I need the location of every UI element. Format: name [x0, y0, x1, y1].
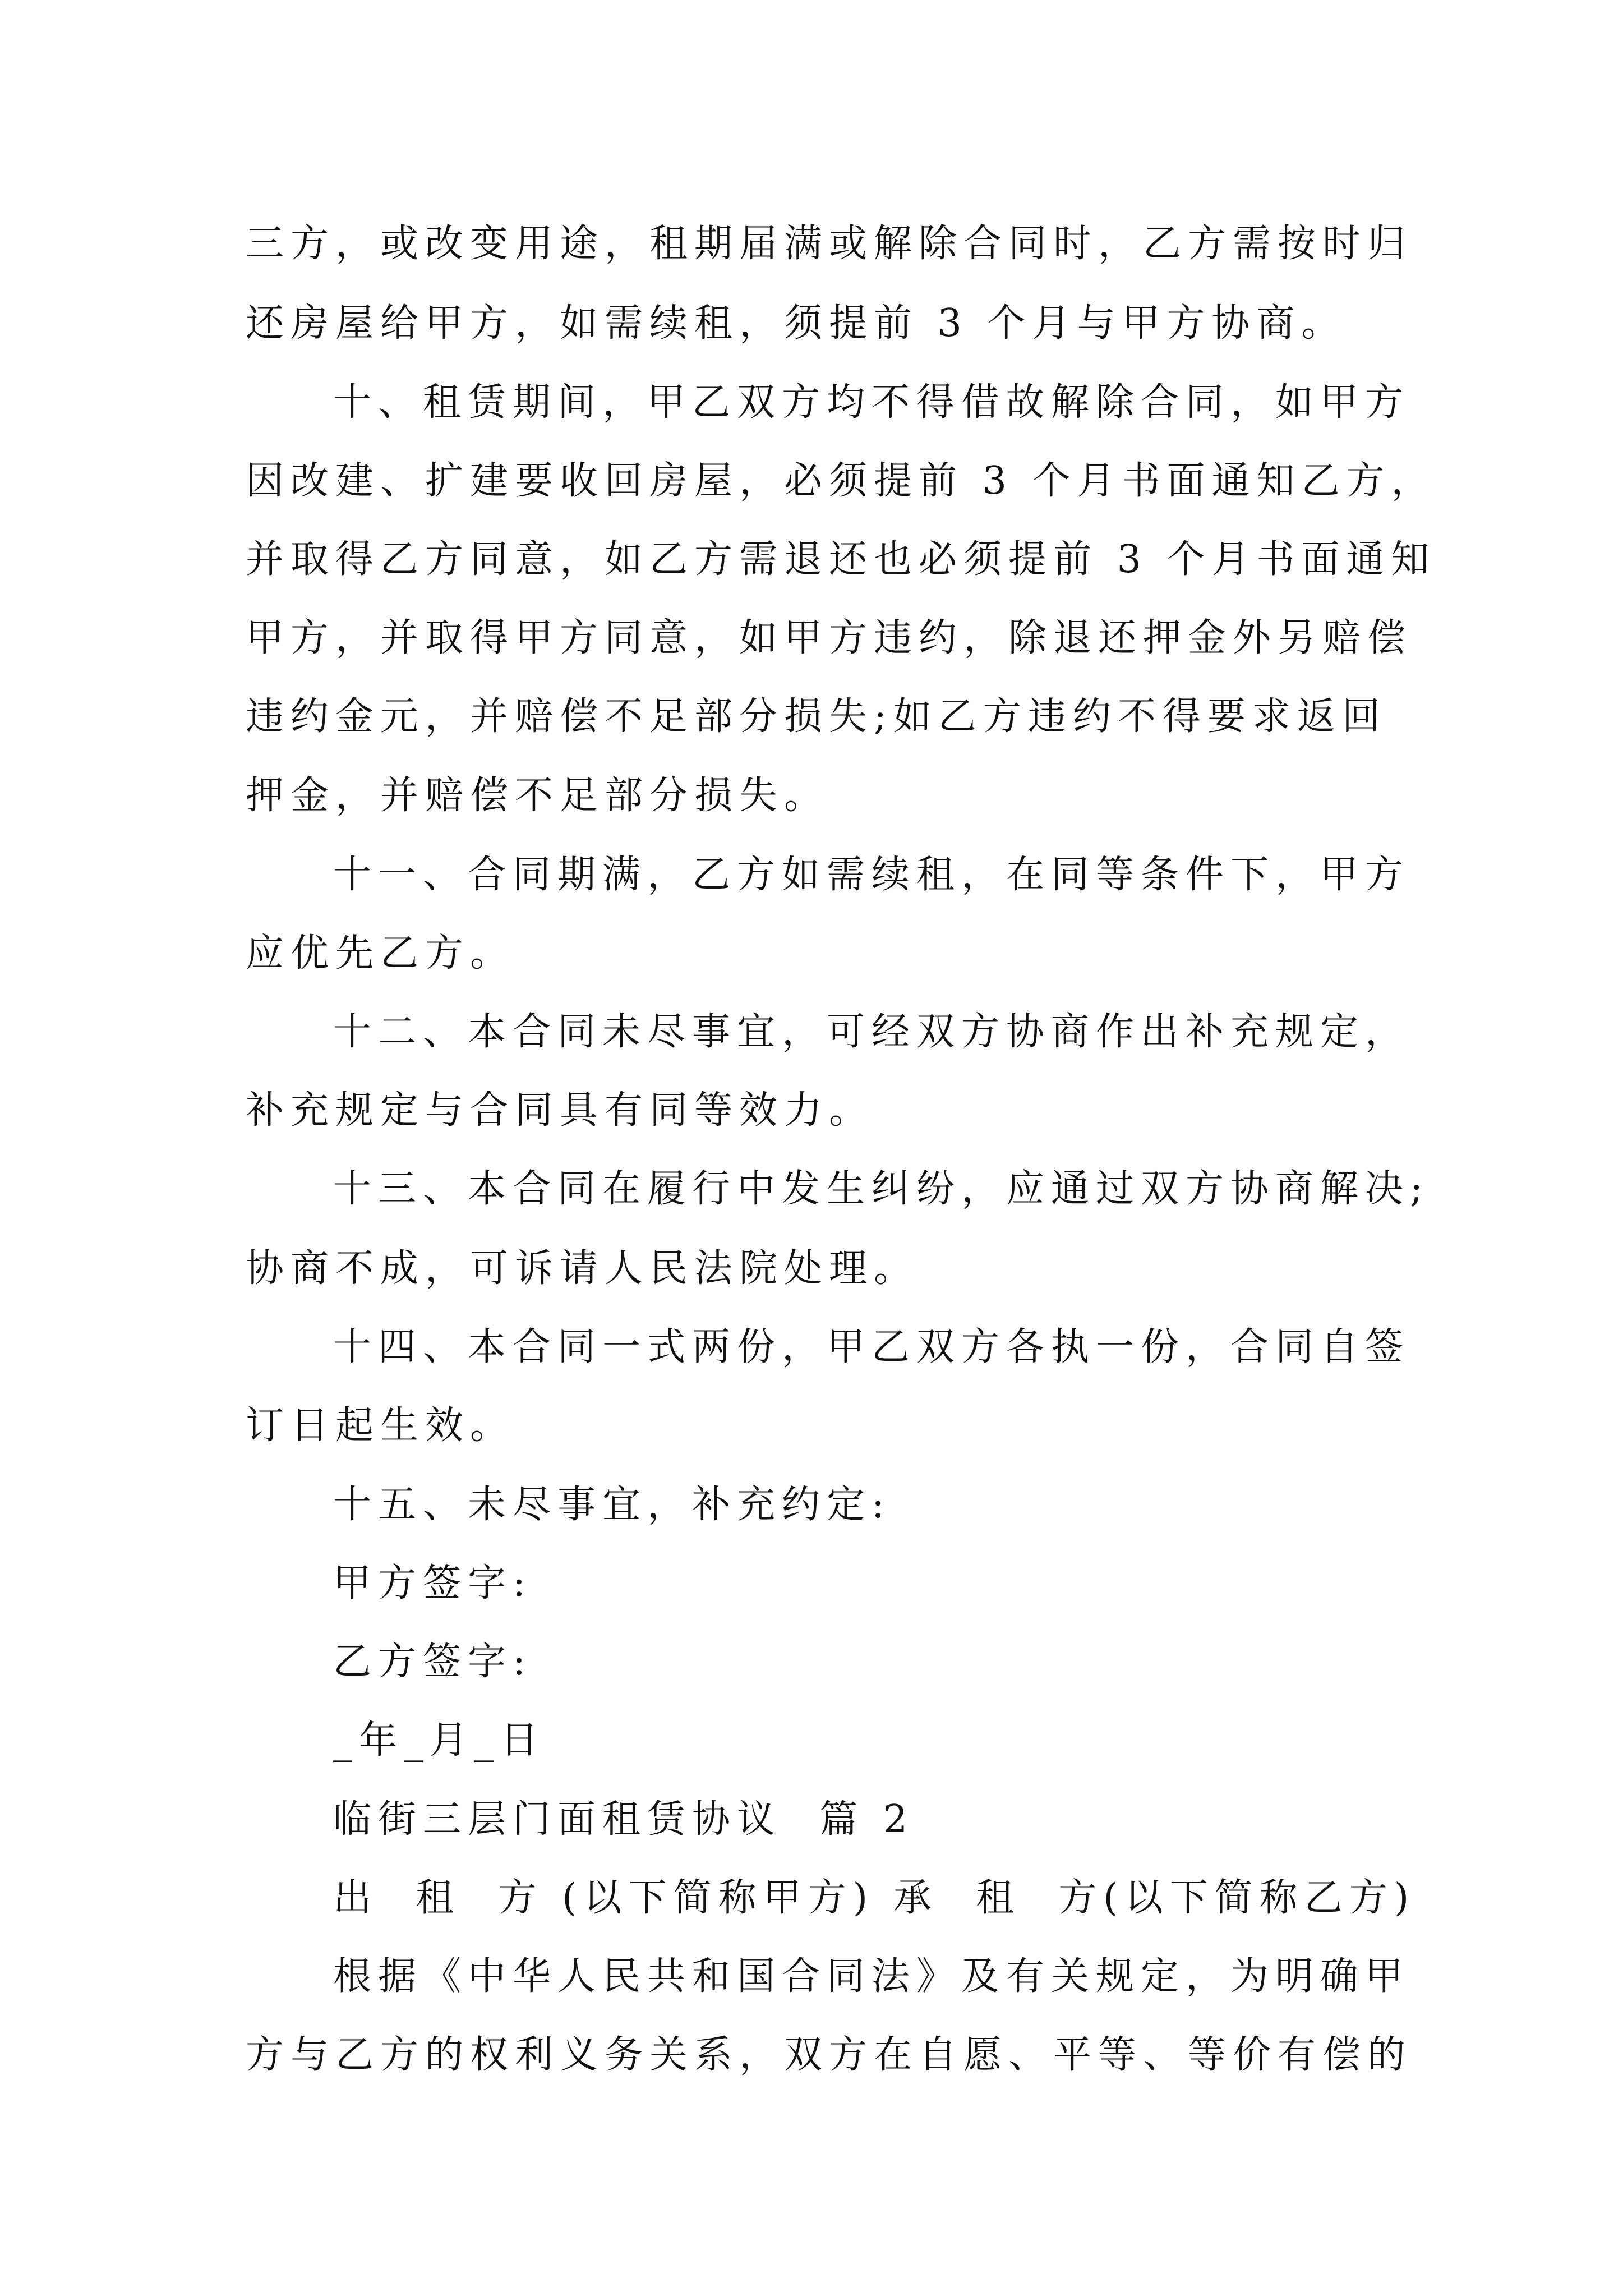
clause-13-line: 十三、本合同在履行中发生纠纷，应通过双方协商解决;: [333, 1167, 1430, 1211]
text-line: 协商不成，可诉请人民法院处理。: [246, 1246, 919, 1291]
preamble-line: 根据《中华人民共和国合同法》及有关规定，为明确甲: [333, 1954, 1410, 1999]
text-line: 方与乙方的权利义务关系，双方在自愿、平等、等价有偿的: [246, 2033, 1413, 2077]
date-line: _年_月_日: [333, 1718, 546, 1763]
clause-12-line: 十二、本合同未尽事宜，可经双方协商作出补充规定，: [333, 1010, 1410, 1054]
text-line: 还房屋给甲方，如需续租，须提前 3 个月与甲方协商。: [246, 301, 1347, 346]
clause-10-line: 十、租赁期间，甲乙双方均不得借故解除合同，如甲方: [333, 380, 1410, 425]
text-line: 违约金元，并赔偿不足部分损失;如乙方违约不得要求返回: [246, 694, 1387, 739]
text-line: 三方，或改变用途，租期届满或解除合同时，乙方需按时归: [246, 222, 1413, 266]
clause-15-line: 十五、未尽事宜，补充约定:: [333, 1483, 891, 1527]
text-line: 押金，并赔偿不足部分损失。: [246, 774, 829, 818]
clause-11-line: 十一、合同期满，乙方如需续租，在同等条件下，甲方: [333, 853, 1410, 897]
text-line: 应优先乙方。: [246, 931, 515, 976]
party-b-signature-label: 乙方签字:: [333, 1640, 532, 1684]
section-heading: 临街三层门面租赁协议 篇 2: [333, 1797, 915, 1842]
text-line: 订日起生效。: [246, 1404, 515, 1448]
text-line: 补充规定与合同具有同等效力。: [246, 1088, 874, 1133]
parties-line: 出 租 方 (以下简称甲方) 承 租 方(以下简称乙方): [333, 1876, 1416, 1920]
text-line: 并取得乙方同意，如乙方需退还也必须提前 3 个月书面通知: [246, 537, 1436, 582]
text-line: 因改建、扩建要收回房屋，必须提前 3 个月书面通知乙方，: [246, 459, 1436, 503]
text-line: 甲方，并取得甲方同意，如甲方违约，除退还押金外另赔偿: [246, 616, 1413, 660]
party-a-signature-label: 甲方签字:: [333, 1561, 532, 1605]
clause-14-line: 十四、本合同一式两份，甲乙双方各执一份，合同自签: [333, 1325, 1410, 1369]
